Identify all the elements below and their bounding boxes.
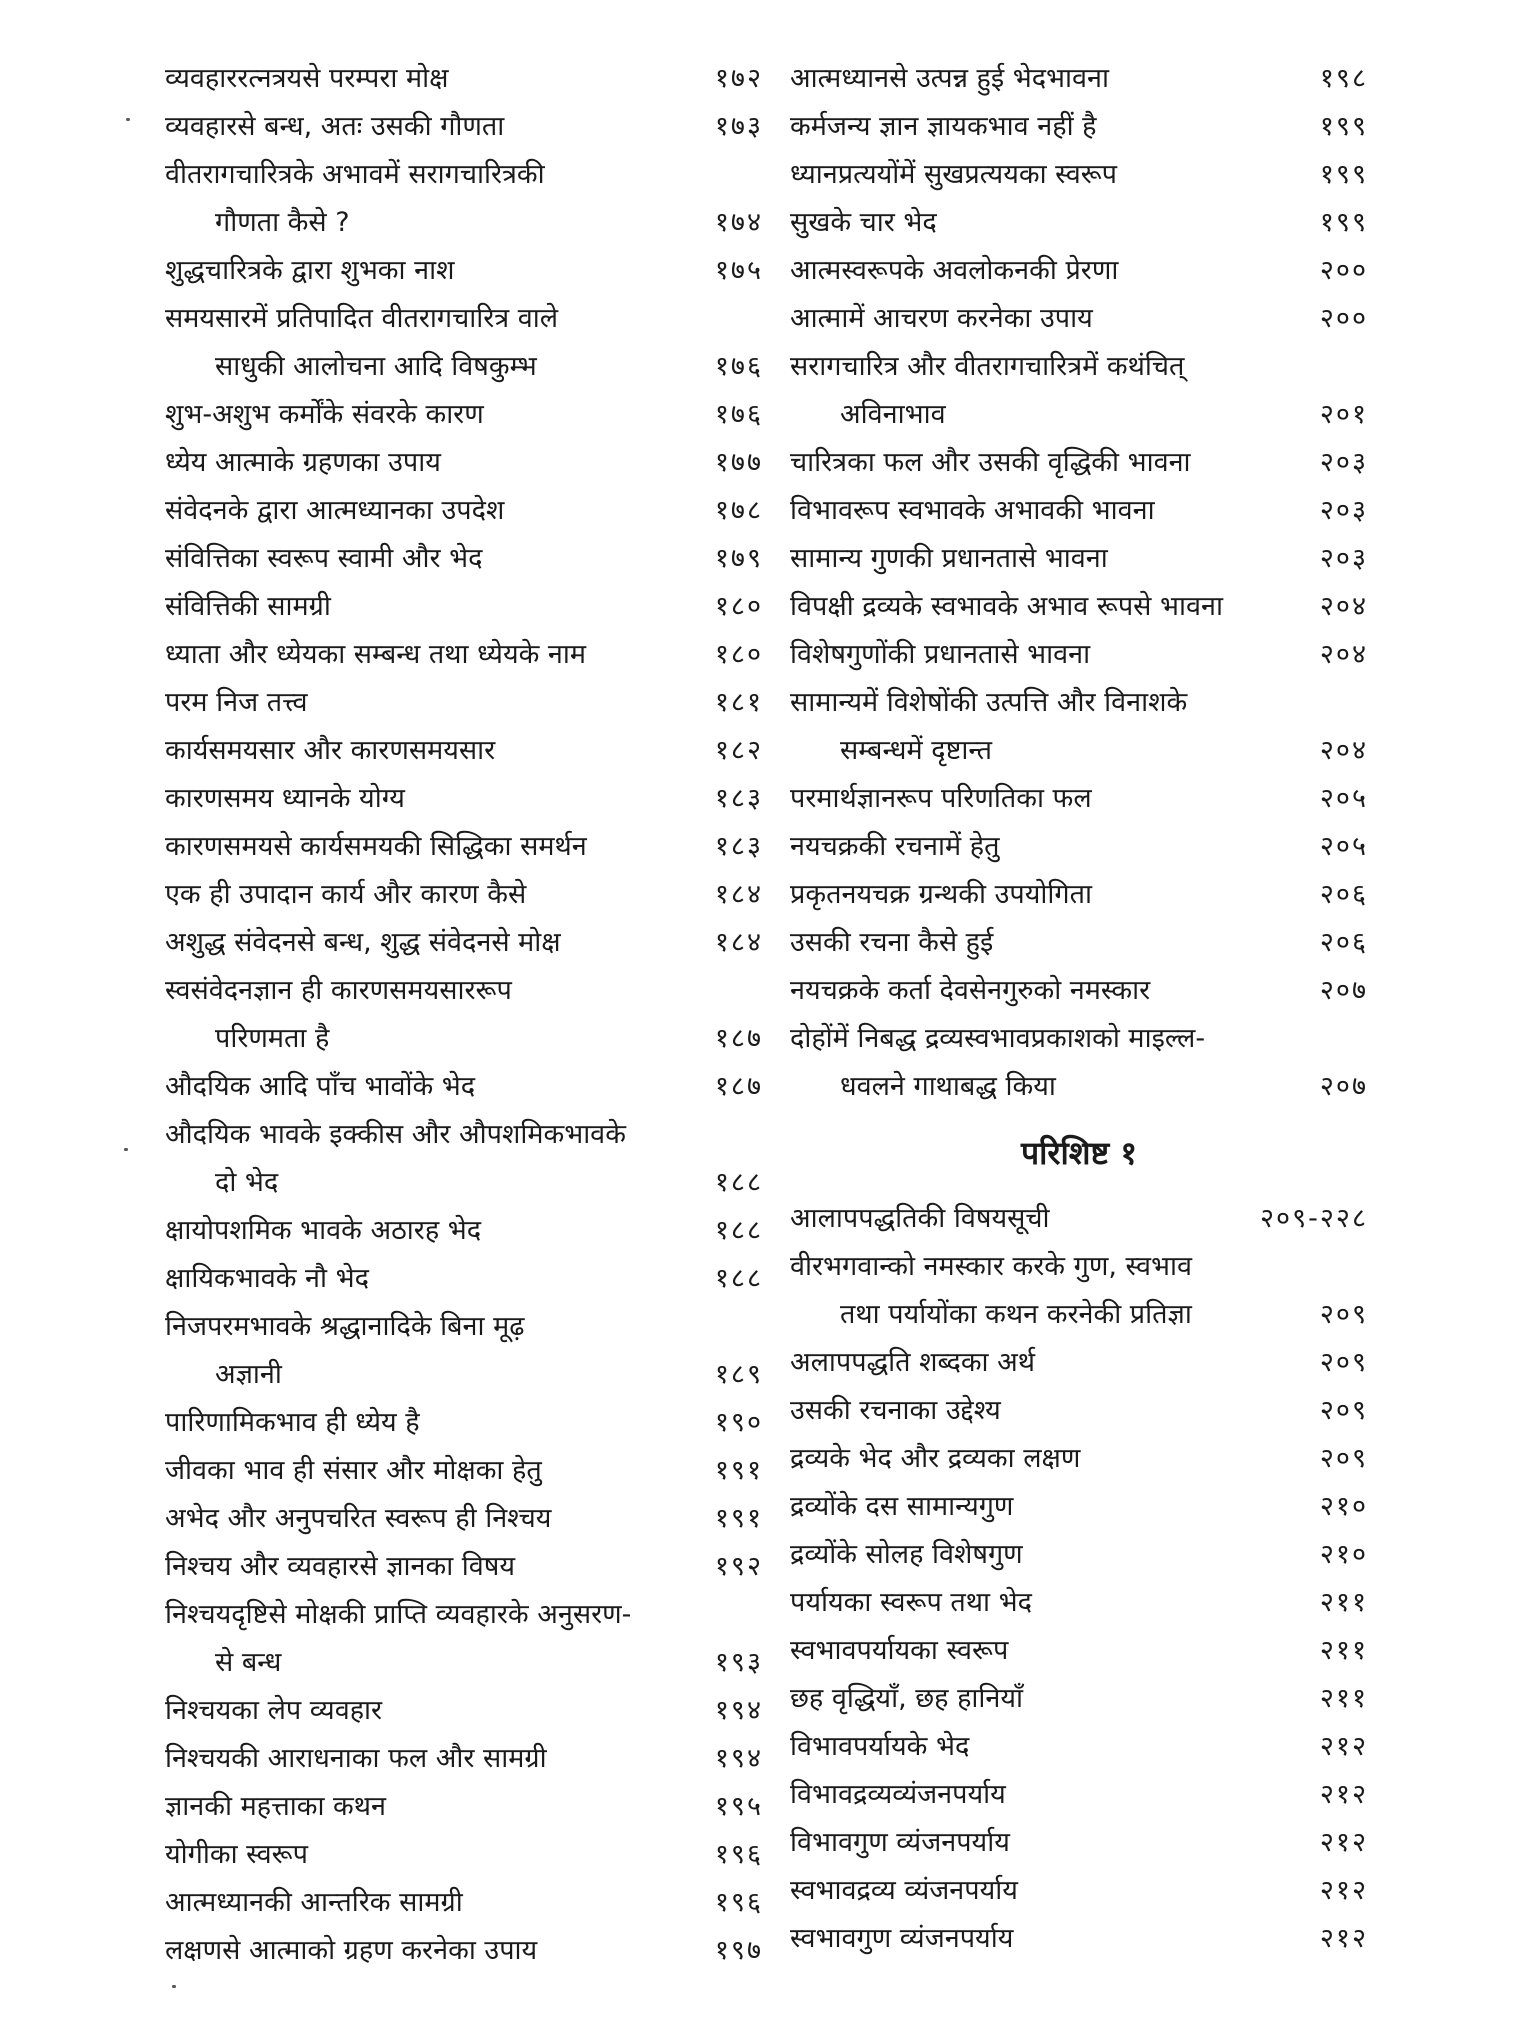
toc-entry: [790, 775, 1368, 823]
toc-entry: [165, 1447, 763, 1495]
entry-title: निश्चयकी आराधनाका फल और सामग्री: [165, 1743, 547, 1774]
page-number: २१२: [1319, 1731, 1368, 1762]
toc-entry: [165, 631, 763, 679]
toc-entry: [165, 727, 763, 775]
entry-title: पारिणामिकभाव ही ध्येय है: [165, 1407, 420, 1438]
page-number: १८४: [714, 879, 763, 910]
toc-entry: [165, 1111, 763, 1207]
toc-entry: [165, 1063, 763, 1111]
page-number: १९५: [714, 1791, 763, 1822]
page-number: १९४: [714, 1743, 763, 1774]
scan-speck: [124, 1148, 128, 1151]
toc-entry: [790, 871, 1368, 919]
entry-title: प्रकृतनयचक्र ग्रन्थकी उपयोगिता: [790, 879, 1092, 910]
toc-entry: [790, 967, 1368, 1015]
page-number: २१०: [1319, 1491, 1368, 1522]
toc-entry: [790, 199, 1368, 247]
entry-title: क्षायिकभावके नौ भेद: [165, 1263, 369, 1294]
entry-title: सुखके चार भेद: [790, 207, 937, 238]
page-number: २०१: [1319, 399, 1368, 430]
entry-title: अशुद्ध संवेदनसे बन्ध, शुद्ध संवेदनसे मोक्ष: [165, 927, 561, 958]
toc-entry: [790, 1675, 1368, 1723]
toc-entry: [165, 679, 763, 727]
page-number: २०९: [1319, 1299, 1368, 1330]
page-number: २०४: [1319, 639, 1368, 670]
entry-title: समयसारमें प्रतिपादित वीतरागचारित्र वाले: [165, 303, 559, 334]
toc-entry: [165, 247, 763, 295]
toc-entry: [790, 343, 1368, 439]
page-number: २००: [1319, 255, 1368, 286]
toc-entry: [790, 1015, 1368, 1111]
entry-title: ध्येय आत्माके ग्रहणका उपाय: [165, 447, 441, 478]
toc-entry: [165, 1399, 763, 1447]
page-number: १८८: [714, 1263, 763, 1294]
right-column-entries: [790, 55, 1368, 1111]
entry-title: विपक्षी द्रव्यके स्वभावके अभाव रूपसे भावना: [790, 591, 1223, 622]
toc-entry: [790, 1531, 1368, 1579]
page-number: १७९: [714, 543, 763, 574]
entry-title-continued: साधुकी आलोचना आदि विषकुम्भ: [215, 351, 537, 382]
page-number: १९१: [714, 1455, 763, 1486]
toc-entry: [165, 151, 763, 247]
page-number: १८१: [714, 687, 763, 718]
entry-title: विभावद्रव्यव्यंजनपर्याय: [790, 1779, 1006, 1810]
toc-entry: [790, 1387, 1368, 1435]
page-number: १८२: [714, 735, 763, 766]
toc-entry: [790, 1627, 1368, 1675]
page-number: २०४: [1319, 735, 1368, 766]
entry-title: ध्यानप्रत्ययोंमें सुखप्रत्ययका स्वरूप: [790, 159, 1118, 190]
page-number: २०६: [1319, 927, 1368, 958]
page-number: १९९: [1319, 159, 1368, 190]
page-number: १८८: [714, 1215, 763, 1246]
appendix-entries: [790, 1195, 1368, 1963]
entry-title-continued: परिणमता है: [215, 1023, 330, 1054]
page-number: २०३: [1319, 447, 1368, 478]
toc-entry: [790, 823, 1368, 871]
toc-entry: [790, 535, 1368, 583]
entry-title: सरागचारित्र और वीतरागचारित्रमें कथंचित्: [790, 351, 1185, 382]
entry-title: परमार्थज्ञानरूप परिणतिका फल: [790, 783, 1092, 814]
page-number: १८७: [714, 1023, 763, 1054]
toc-entry: [790, 295, 1368, 343]
entry-title: द्रव्योंके दस सामान्यगुण: [790, 1491, 1014, 1522]
page-number: १८०: [714, 639, 763, 670]
toc-entry: [790, 1483, 1368, 1531]
toc-entry: [790, 1771, 1368, 1819]
toc-entry: [790, 1915, 1368, 1963]
toc-entry: [790, 583, 1368, 631]
toc-entry: [790, 1435, 1368, 1483]
entry-title: स्वभावद्रव्य व्यंजनपर्याय: [790, 1875, 1018, 1906]
page-number: २०५: [1319, 783, 1368, 814]
entry-title: कर्मजन्य ज्ञान ज्ञायकभाव नहीं है: [790, 111, 1097, 142]
page-number: १९२: [714, 1551, 763, 1582]
page-number: २०९: [1319, 1395, 1368, 1426]
entry-title: शुभ-अशुभ कर्मोंके संवरके कारण: [165, 399, 484, 430]
page-number: २०७: [1319, 1071, 1368, 1102]
toc-entry: [790, 631, 1368, 679]
page-number: २११: [1319, 1635, 1368, 1666]
scan-speck: [172, 1985, 176, 1988]
toc-entry: [165, 871, 763, 919]
entry-title: कार्यसमयसार और कारणसमयसार: [165, 735, 496, 766]
page-number: २१२: [1319, 1779, 1368, 1810]
toc-entry: [165, 775, 763, 823]
appendix-heading: परिशिष्ट १: [1020, 1134, 1138, 1172]
page-number: १७२: [714, 63, 763, 94]
entry-title-continued: दो भेद: [215, 1167, 279, 1198]
entry-title: नयचक्रके कर्ता देवसेनगुरुको नमस्कार: [790, 975, 1151, 1006]
entry-title: संवित्तिकी सामग्री: [165, 591, 331, 622]
right-column: [790, 55, 1368, 1963]
entry-title-continued: अविनाभाव: [840, 399, 946, 430]
toc-entry: [790, 1723, 1368, 1771]
page-number: २१२: [1319, 1923, 1368, 1954]
page-number: २१०: [1319, 1539, 1368, 1570]
entry-title: एक ही उपादान कार्य और कारण कैसे: [165, 879, 527, 910]
toc-entry: [790, 55, 1368, 103]
toc-entry: [165, 823, 763, 871]
page-number: २००: [1319, 303, 1368, 334]
toc-entry: [165, 391, 763, 439]
toc-entry: [165, 439, 763, 487]
page-number: २११: [1319, 1587, 1368, 1618]
page-number: १७३: [714, 111, 763, 142]
entry-title: अलापपद्धति शब्दका अर्थ: [790, 1347, 1036, 1378]
entry-title-continued: अज्ञानी: [215, 1359, 282, 1390]
entry-title: औदयिक आदि पाँच भावोंके भेद: [165, 1071, 476, 1102]
toc-entry: [165, 1591, 763, 1687]
page-number: २०३: [1319, 543, 1368, 574]
page-number: १८३: [714, 831, 763, 862]
toc-entry: [165, 1255, 763, 1303]
page-number: २११: [1319, 1683, 1368, 1714]
entry-title: योगीका स्वरूप: [165, 1839, 308, 1870]
entry-title: सामान्य गुणकी प्रधानतासे भावना: [790, 543, 1108, 574]
entry-title: अभेद और अनुपचरित स्वरूप ही निश्चय: [165, 1503, 552, 1534]
entry-title: कारणसमयसे कार्यसमयकी सिद्धिका समर्थन: [165, 831, 587, 862]
page-number: १७६: [714, 351, 763, 382]
page-number: २१२: [1319, 1827, 1368, 1858]
entry-title: ज्ञानकी महत्ताका कथन: [165, 1791, 387, 1822]
entry-title: आत्मामें आचरण करनेका उपाय: [790, 303, 1093, 334]
entry-title: आत्मध्यानकी आन्तरिक सामग्री: [165, 1887, 463, 1918]
toc-entry: [165, 1831, 763, 1879]
page-number: २०५: [1319, 831, 1368, 862]
toc-entry: [790, 487, 1368, 535]
entry-title: लक्षणसे आत्माको ग्रहण करनेका उपाय: [165, 1935, 538, 1966]
page-number: १९९: [1319, 111, 1368, 142]
page-number: १९९: [1319, 207, 1368, 238]
entry-title: उसकी रचनाका उद्देश्य: [790, 1395, 1001, 1426]
page-number: १७५: [714, 255, 763, 286]
page-number: १९१: [714, 1503, 763, 1534]
entry-title: क्षायोपशमिक भावके अठारह भेद: [165, 1215, 482, 1246]
page-number: १८३: [714, 783, 763, 814]
entry-title: व्यवहाररत्नत्रयसे परम्परा मोक्ष: [165, 63, 449, 94]
entry-title: निश्चयदृष्टिसे मोक्षकी प्राप्ति व्यवहारके अनुसरण-: [165, 1599, 632, 1630]
toc-entry: [165, 1927, 763, 1975]
toc-entry: [790, 151, 1368, 199]
page-number: १७८: [714, 495, 763, 526]
toc-entry: [790, 247, 1368, 295]
entry-title-continued: गौणता कैसे ?: [215, 207, 350, 238]
entry-title: विभावपर्यायके भेद: [790, 1731, 970, 1762]
entry-title: निश्चय और व्यवहारसे ज्ञानका विषय: [165, 1551, 516, 1582]
toc-entry: [790, 1579, 1368, 1627]
page-number: १९६: [714, 1887, 763, 1918]
entry-title: विभावगुण व्यंजनपर्याय: [790, 1827, 1010, 1858]
page-number: १८४: [714, 927, 763, 958]
toc-entry: [165, 1495, 763, 1543]
entry-title: आत्मस्वरूपके अवलोकनकी प्रेरणा: [790, 255, 1119, 286]
page-number: २१२: [1319, 1875, 1368, 1906]
page-number: १९०: [714, 1407, 763, 1438]
page-number: २०६: [1319, 879, 1368, 910]
entry-title: वीरभगवान्को नमस्कार करके गुण, स्वभाव: [790, 1251, 1193, 1282]
toc-entry: [165, 535, 763, 583]
entry-title: विशेषगुणोंकी प्रधानतासे भावना: [790, 639, 1091, 670]
page-number: १९६: [714, 1839, 763, 1870]
toc-entry: [165, 1735, 763, 1783]
entry-title: स्वसंवेदनज्ञान ही कारणसमयसाररूप: [165, 975, 512, 1006]
entry-title: आत्मध्यानसे उत्पन्न हुई भेदभावना: [790, 63, 1109, 94]
toc-entry: [790, 919, 1368, 967]
entry-title: द्रव्यके भेद और द्रव्यका लक्षण: [790, 1443, 1081, 1474]
entry-title: विभावरूप स्वभावके अभावकी भावना: [790, 495, 1155, 526]
entry-title: निश्चयका लेप व्यवहार: [165, 1695, 383, 1726]
toc-entry: [165, 1543, 763, 1591]
entry-title: स्वभावपर्यायका स्वरूप: [790, 1635, 1009, 1666]
toc-entry: [165, 295, 763, 391]
entry-title: वीतरागचारित्रके अभावमें सरागचारित्रकी: [165, 159, 545, 190]
page-number: १८०: [714, 591, 763, 622]
entry-title: जीवका भाव ही संसार और मोक्षका हेतु: [165, 1455, 542, 1486]
toc-entry: [165, 583, 763, 631]
entry-title-continued: धवलने गाथाबद्ध किया: [840, 1071, 1056, 1102]
page-number: २०७: [1319, 975, 1368, 1006]
page-number: १८८: [714, 1167, 763, 1198]
page-number: २०९-२२८: [1260, 1203, 1368, 1234]
toc-entry: [790, 1819, 1368, 1867]
toc-entry: [165, 487, 763, 535]
entry-title: कारणसमय ध्यानके योग्य: [165, 783, 405, 814]
page-number: १७६: [714, 399, 763, 430]
page-number: १७७: [714, 447, 763, 478]
entry-title: द्रव्योंके सोलह विशेषगुण: [790, 1539, 1023, 1570]
page-number: २०९: [1319, 1443, 1368, 1474]
page-number: १९८: [1319, 63, 1368, 94]
toc-entry: [790, 1867, 1368, 1915]
left-column: [165, 55, 763, 1975]
entry-title: पर्यायका स्वरूप तथा भेद: [790, 1587, 1032, 1618]
toc-entry: [165, 55, 763, 103]
entry-title: व्यवहारसे बन्ध, अतः उसकी गौणता: [165, 111, 505, 142]
page-number: २०३: [1319, 495, 1368, 526]
entry-title: परम निज तत्त्व: [165, 687, 308, 718]
page-number: १७४: [714, 207, 763, 238]
entry-title: शुद्धचारित्रके द्वारा शुभका नाश: [165, 255, 455, 286]
toc-entry: [790, 1243, 1368, 1339]
page-number: १९४: [714, 1695, 763, 1726]
entry-title: उसकी रचना कैसे हुई: [790, 927, 994, 958]
entry-title: छह वृद्धियाँ, छह हानियाँ: [790, 1683, 1024, 1714]
entry-title-continued: से बन्ध: [215, 1647, 282, 1678]
toc-entry: [165, 919, 763, 967]
page-number: २०४: [1319, 591, 1368, 622]
toc-entry: [790, 1195, 1368, 1243]
page-number: १८७: [714, 1071, 763, 1102]
scan-speck: [126, 118, 130, 121]
entry-title: निजपरमभावके श्रद्धानादिके बिना मूढ़: [165, 1311, 525, 1342]
toc-entry: [165, 1687, 763, 1735]
entry-title: चारित्रका फल और उसकी वृद्धिकी भावना: [790, 447, 1191, 478]
page-number: १८९: [714, 1359, 763, 1390]
entry-title: औदयिक भावके इक्कीस और औपशमिकभावके: [165, 1119, 626, 1150]
entry-title-continued: तथा पर्यायोंका कथन करनेकी प्रतिज्ञा: [840, 1299, 1192, 1330]
toc-entry: [165, 1207, 763, 1255]
toc-entry: [165, 1783, 763, 1831]
toc-entry: [165, 967, 763, 1063]
entry-title: संवेदनके द्वारा आत्मध्यानका उपदेश: [165, 495, 505, 526]
toc-entry: [790, 439, 1368, 487]
page-number: २०९: [1319, 1347, 1368, 1378]
page-number: १९७: [714, 1935, 763, 1966]
toc-entry: [165, 1303, 763, 1399]
page-number: १९३: [714, 1647, 763, 1678]
entry-title: स्वभावगुण व्यंजनपर्याय: [790, 1923, 1014, 1954]
entry-title: संवित्तिका स्वरूप स्वामी और भेद: [165, 543, 483, 574]
toc-entry: [790, 679, 1368, 775]
toc-entry: [165, 1879, 763, 1927]
entry-title: ध्याता और ध्येयका सम्बन्ध तथा ध्येयके नाम: [165, 639, 587, 670]
entry-title: आलापपद्धतिकी विषयसूची: [790, 1203, 1050, 1234]
toc-entry: [790, 103, 1368, 151]
toc-entry: [790, 1339, 1368, 1387]
entry-title: सामान्यमें विशेषोंकी उत्पत्ति और विनाशके: [790, 687, 1188, 718]
entry-title: दोहोंमें निबद्ध द्रव्यस्वभावप्रकाशको माइल्ल-: [790, 1023, 1206, 1054]
toc-entry: [165, 103, 763, 151]
entry-title-continued: सम्बन्धमें दृष्टान्त: [840, 735, 993, 766]
entry-title: नयचक्रकी रचनामें हेतु: [790, 831, 1000, 862]
